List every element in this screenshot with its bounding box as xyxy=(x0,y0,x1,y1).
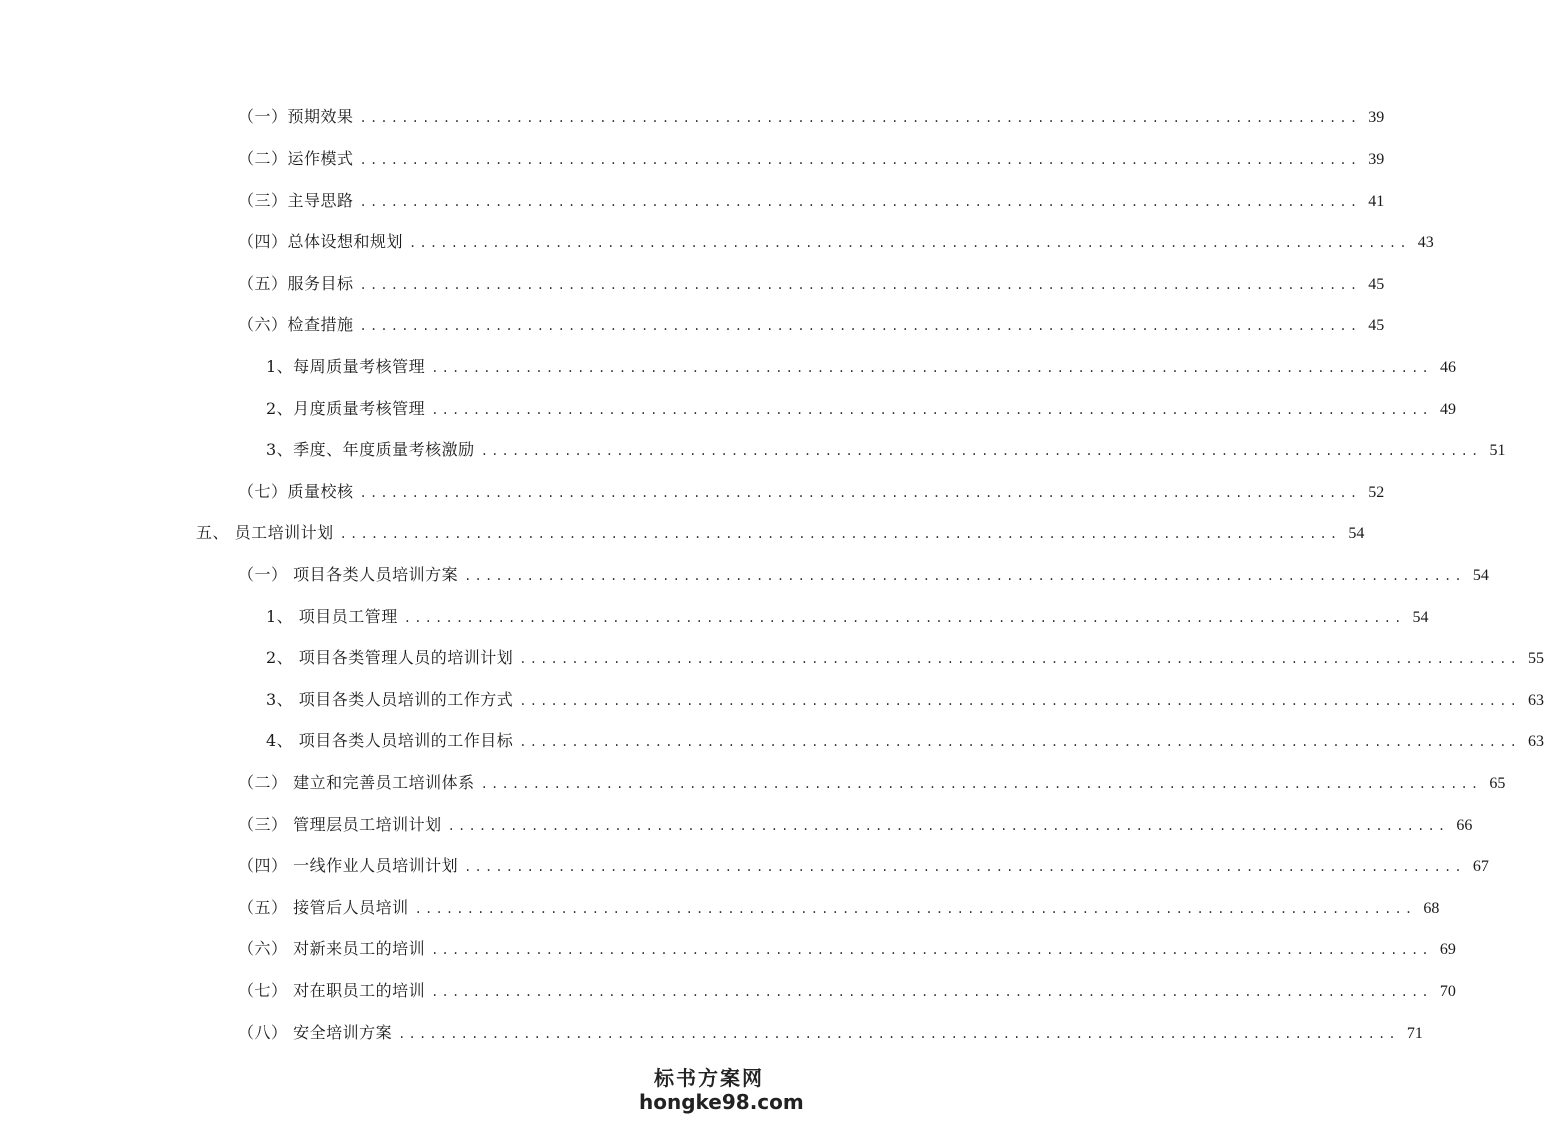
watermark-site-name: 标书方案网 xyxy=(654,1066,764,1090)
dot-leader: ................................................................................................ xyxy=(519,735,1521,749)
toc-entry-page: 68 xyxy=(1423,900,1440,917)
toc-entry-label: （五） 接管后人员培训 xyxy=(238,898,409,917)
dot-leader: ................................................................................................ xyxy=(339,527,1341,541)
toc-entry-page: 46 xyxy=(1439,359,1456,376)
toc-entry-page: 54 xyxy=(1472,567,1489,584)
dot-leader: ................................................................................................ xyxy=(519,652,1521,666)
dot-leader: ................................................................................................ xyxy=(398,1027,1399,1041)
dot-leader: ................................................................................................ xyxy=(480,777,1482,791)
toc-entry-page: 71 xyxy=(1406,1025,1423,1042)
toc-entry-label: 1、 项目员工管理 xyxy=(266,607,398,626)
toc-entry-label: 4、 项目各类人员培训的工作目标 xyxy=(266,731,514,750)
toc-entry-label: （二）运作模式 xyxy=(238,149,354,168)
toc-entry-label: 3、季度、年度质量考核激励 xyxy=(266,440,475,459)
toc-entry-page: 49 xyxy=(1439,401,1456,418)
toc-entry-page: 39 xyxy=(1368,151,1385,168)
toc-entry-label: 2、月度质量考核管理 xyxy=(266,399,426,418)
toc-entry-label: 1、每周质量考核管理 xyxy=(266,357,426,376)
dot-leader: ................................................................................................ xyxy=(464,569,1465,583)
toc-entry-label: （七）质量校核 xyxy=(238,482,354,501)
dot-leader: ................................................................................................ xyxy=(409,236,1410,250)
toc-entry-page: 63 xyxy=(1528,733,1544,750)
toc-entry-label: （二） 建立和完善员工培训体系 xyxy=(238,773,475,792)
dot-leader: ................................................................................................ xyxy=(359,153,1361,167)
toc-entry-label: 3、 项目各类人员培训的工作方式 xyxy=(266,690,514,709)
toc-entry-label: （八） 安全培训方案 xyxy=(238,1023,393,1042)
toc-entry-page: 55 xyxy=(1528,650,1544,667)
dot-leader: ................................................................................................ xyxy=(359,278,1361,292)
dot-leader: ................................................................................................ xyxy=(519,694,1521,708)
toc-entry[interactable] xyxy=(238,1022,1423,1044)
toc-entry-page: 52 xyxy=(1368,484,1385,501)
toc-entry[interactable] xyxy=(266,647,1544,669)
dot-leader: ................................................................................................ xyxy=(359,195,1361,209)
toc-entry-label: （一）预期效果 xyxy=(238,107,354,126)
toc-entry-page: 54 xyxy=(1348,525,1365,542)
watermark xyxy=(639,1066,804,1114)
toc-entry-label: （六）检查措施 xyxy=(238,315,354,334)
toc-entry-label: 2、 项目各类管理人员的培训计划 xyxy=(266,648,514,667)
toc-entry-page: 66 xyxy=(1456,817,1473,834)
toc-entry[interactable] xyxy=(238,980,1456,1002)
toc-entry-label: （七） 对在职员工的培训 xyxy=(238,981,426,1000)
dot-leader: ................................................................................................ xyxy=(447,819,1449,833)
toc-entry[interactable] xyxy=(266,606,1429,628)
toc-entry-page: 43 xyxy=(1417,234,1434,251)
toc-entry[interactable] xyxy=(238,231,1434,253)
toc-entry-label: （六） 对新来员工的培训 xyxy=(238,939,426,958)
toc-entry-label: （三）主导思路 xyxy=(238,191,354,210)
toc-entry[interactable] xyxy=(266,398,1456,420)
toc-entry[interactable] xyxy=(266,689,1544,711)
dot-leader: ................................................................................................ xyxy=(431,361,1432,375)
dot-leader: ................................................................................................ xyxy=(359,486,1361,500)
toc-entry[interactable] xyxy=(238,481,1385,503)
toc-entry-page: 65 xyxy=(1489,775,1506,792)
toc-entry[interactable] xyxy=(238,897,1440,919)
toc-entry[interactable] xyxy=(238,814,1473,836)
toc-entry-page: 67 xyxy=(1472,858,1489,875)
dot-leader: ................................................................................................ xyxy=(414,902,1416,916)
dot-leader: ................................................................................................ xyxy=(464,860,1465,874)
toc-entry[interactable] xyxy=(238,855,1489,877)
toc-entry[interactable] xyxy=(238,148,1385,170)
watermark-domain: hongke98.com xyxy=(639,1090,804,1114)
dot-leader: ................................................................................................ xyxy=(431,985,1432,999)
toc-entry-label: （四） 一线作业人员培训计划 xyxy=(238,856,459,875)
toc-entry[interactable] xyxy=(238,106,1385,128)
toc-entry-label: 五、 员工培训计划 xyxy=(196,523,334,542)
toc-entry-page: 39 xyxy=(1368,109,1385,126)
toc-entry-label: （一） 项目各类人员培训方案 xyxy=(238,565,459,584)
toc-entry[interactable] xyxy=(238,938,1456,960)
dot-leader: ................................................................................................ xyxy=(431,403,1432,417)
toc-entry-page: 41 xyxy=(1368,193,1385,210)
dot-leader: ................................................................................................ xyxy=(359,319,1361,333)
toc-entry-page: 45 xyxy=(1368,276,1385,293)
toc-entry[interactable] xyxy=(266,356,1456,378)
toc-entry-page: 51 xyxy=(1489,442,1506,459)
toc-entry-page: 70 xyxy=(1439,983,1456,1000)
dot-leader: ................................................................................................ xyxy=(431,943,1432,957)
toc-entry[interactable] xyxy=(238,314,1385,336)
toc-entry-label: （三） 管理层员工培训计划 xyxy=(238,815,442,834)
toc-entry-label: （四）总体设想和规划 xyxy=(238,232,404,251)
toc-entry[interactable] xyxy=(266,439,1506,461)
toc-entry[interactable] xyxy=(238,190,1385,212)
toc-entry[interactable] xyxy=(196,522,1365,544)
dot-leader: ................................................................................................ xyxy=(403,611,1405,625)
toc-entry-page: 54 xyxy=(1412,609,1429,626)
toc-entry-page: 69 xyxy=(1439,941,1456,958)
toc-entry-page: 45 xyxy=(1368,317,1385,334)
toc-entry[interactable] xyxy=(238,273,1385,295)
dot-leader: ................................................................................................ xyxy=(480,444,1482,458)
toc-entry-label: （五）服务目标 xyxy=(238,274,354,293)
toc-entry[interactable] xyxy=(266,730,1544,752)
dot-leader: ................................................................................................ xyxy=(359,111,1361,125)
toc-entry[interactable] xyxy=(238,772,1506,794)
toc-entry-page: 63 xyxy=(1528,692,1544,709)
toc-entry[interactable] xyxy=(238,564,1489,586)
